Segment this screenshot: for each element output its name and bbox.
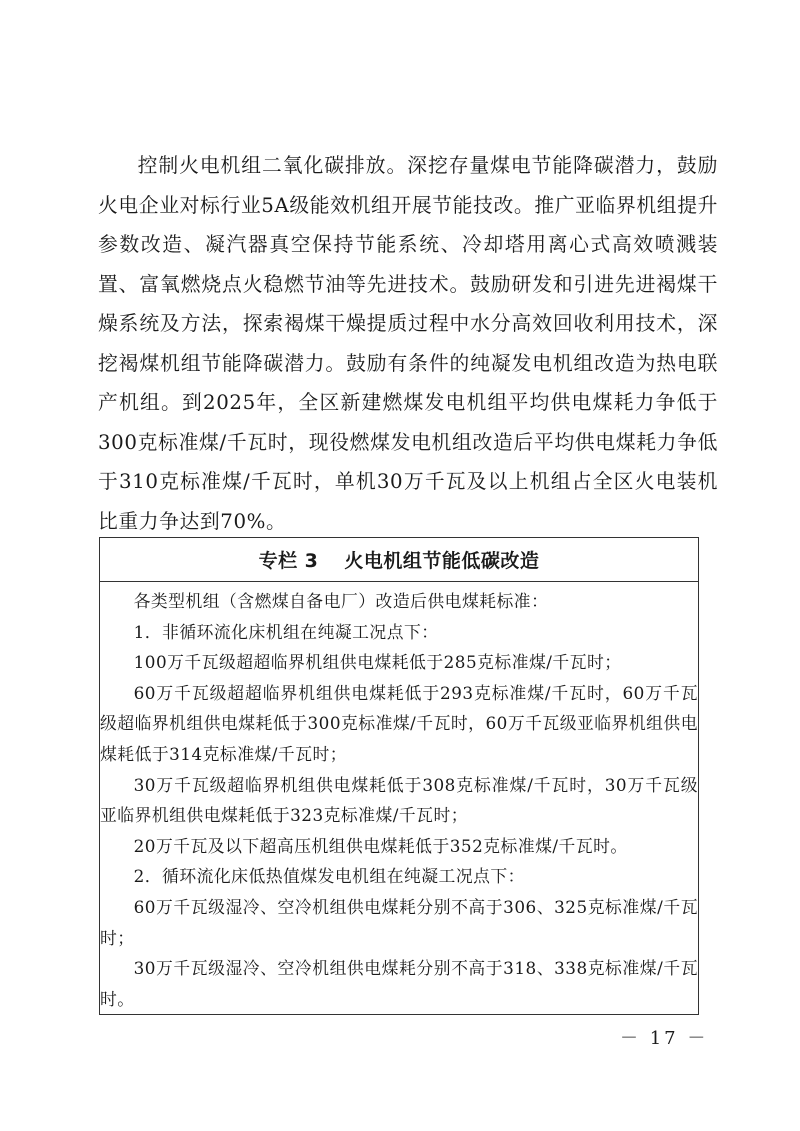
box-paragraph: 100万千瓦级超超临界机组供电煤耗低于285克标准煤/千瓦时； [133,652,622,673]
box-paragraph: 20万千瓦及以下超高压机组供电煤耗低于352克标准煤/千瓦时。 [133,835,628,856]
page-number: － 17 － [620,1028,709,1049]
box-paragraph: 30万千瓦级湿冷、空冷机组供电煤耗分别不高于318、338克标准煤/千瓦时。 [100,958,698,1009]
body-paragraph: 控制火电机组二氧化碳排放。深挖存量煤电节能降碳潜力，鼓励火电企业对标行业5A级能效机组开展节能技改。推广亚临界机组提升参数改造、凝汽器真空保持节能系统、冷却塔用离心式高效喷溅装置、富氧燃烧点火稳燃节油等先进技术。鼓励研发和引进先进褐煤干燥系统及方法，探索褐煤干燥提质过程中水分高效回收利用技术，深挖褐煤机组节能降碳潜力。鼓励有条件的纯凝发电机组改造为热电联产机组。到2025年，全区新建燃煤发电机组平均供电煤耗力争低于300克标准煤/千瓦时，现役燃煤发电机组改造后平均供电煤耗力争低于310克标准煤/千瓦时，单机30万千瓦及以上机组占全区火电装机比重力争达到70%。 [98,154,718,533]
special-column-box [99,537,699,1015]
special-column-heading: 火电机组节能低碳改造 [344,550,540,572]
box-paragraph: 各类型机组（含燃煤自备电厂）改造后供电煤耗标准： [133,591,549,611]
box-paragraph: 60万千瓦级湿冷、空冷机组供电煤耗分别不高于306、325克标准煤/千瓦时； [100,896,698,948]
box-paragraph: 30万千瓦级超临界机组供电煤耗低于308克标准煤/千瓦时，30万千瓦级亚临界机组供电煤耗低于323克标准煤/千瓦时； [100,774,698,826]
box-paragraph: 60万千瓦级超超临界机组供电煤耗低于293克标准煤/千瓦时，60万千瓦级超临界机组供电煤耗低于300克标准煤/千瓦时，60万千瓦级亚临界机组供电煤耗低于314克标准煤/千瓦时； [100,682,698,764]
special-column-number: 专栏 3 [258,550,319,572]
special-column-title [100,538,698,582]
box-paragraph: 2．循环流化床低热值煤发电机组在纯凝工况点下： [133,866,525,887]
special-column-body [100,582,698,1014]
box-paragraph: 1．非循环流化床机组在纯凝工况点下： [133,621,439,642]
